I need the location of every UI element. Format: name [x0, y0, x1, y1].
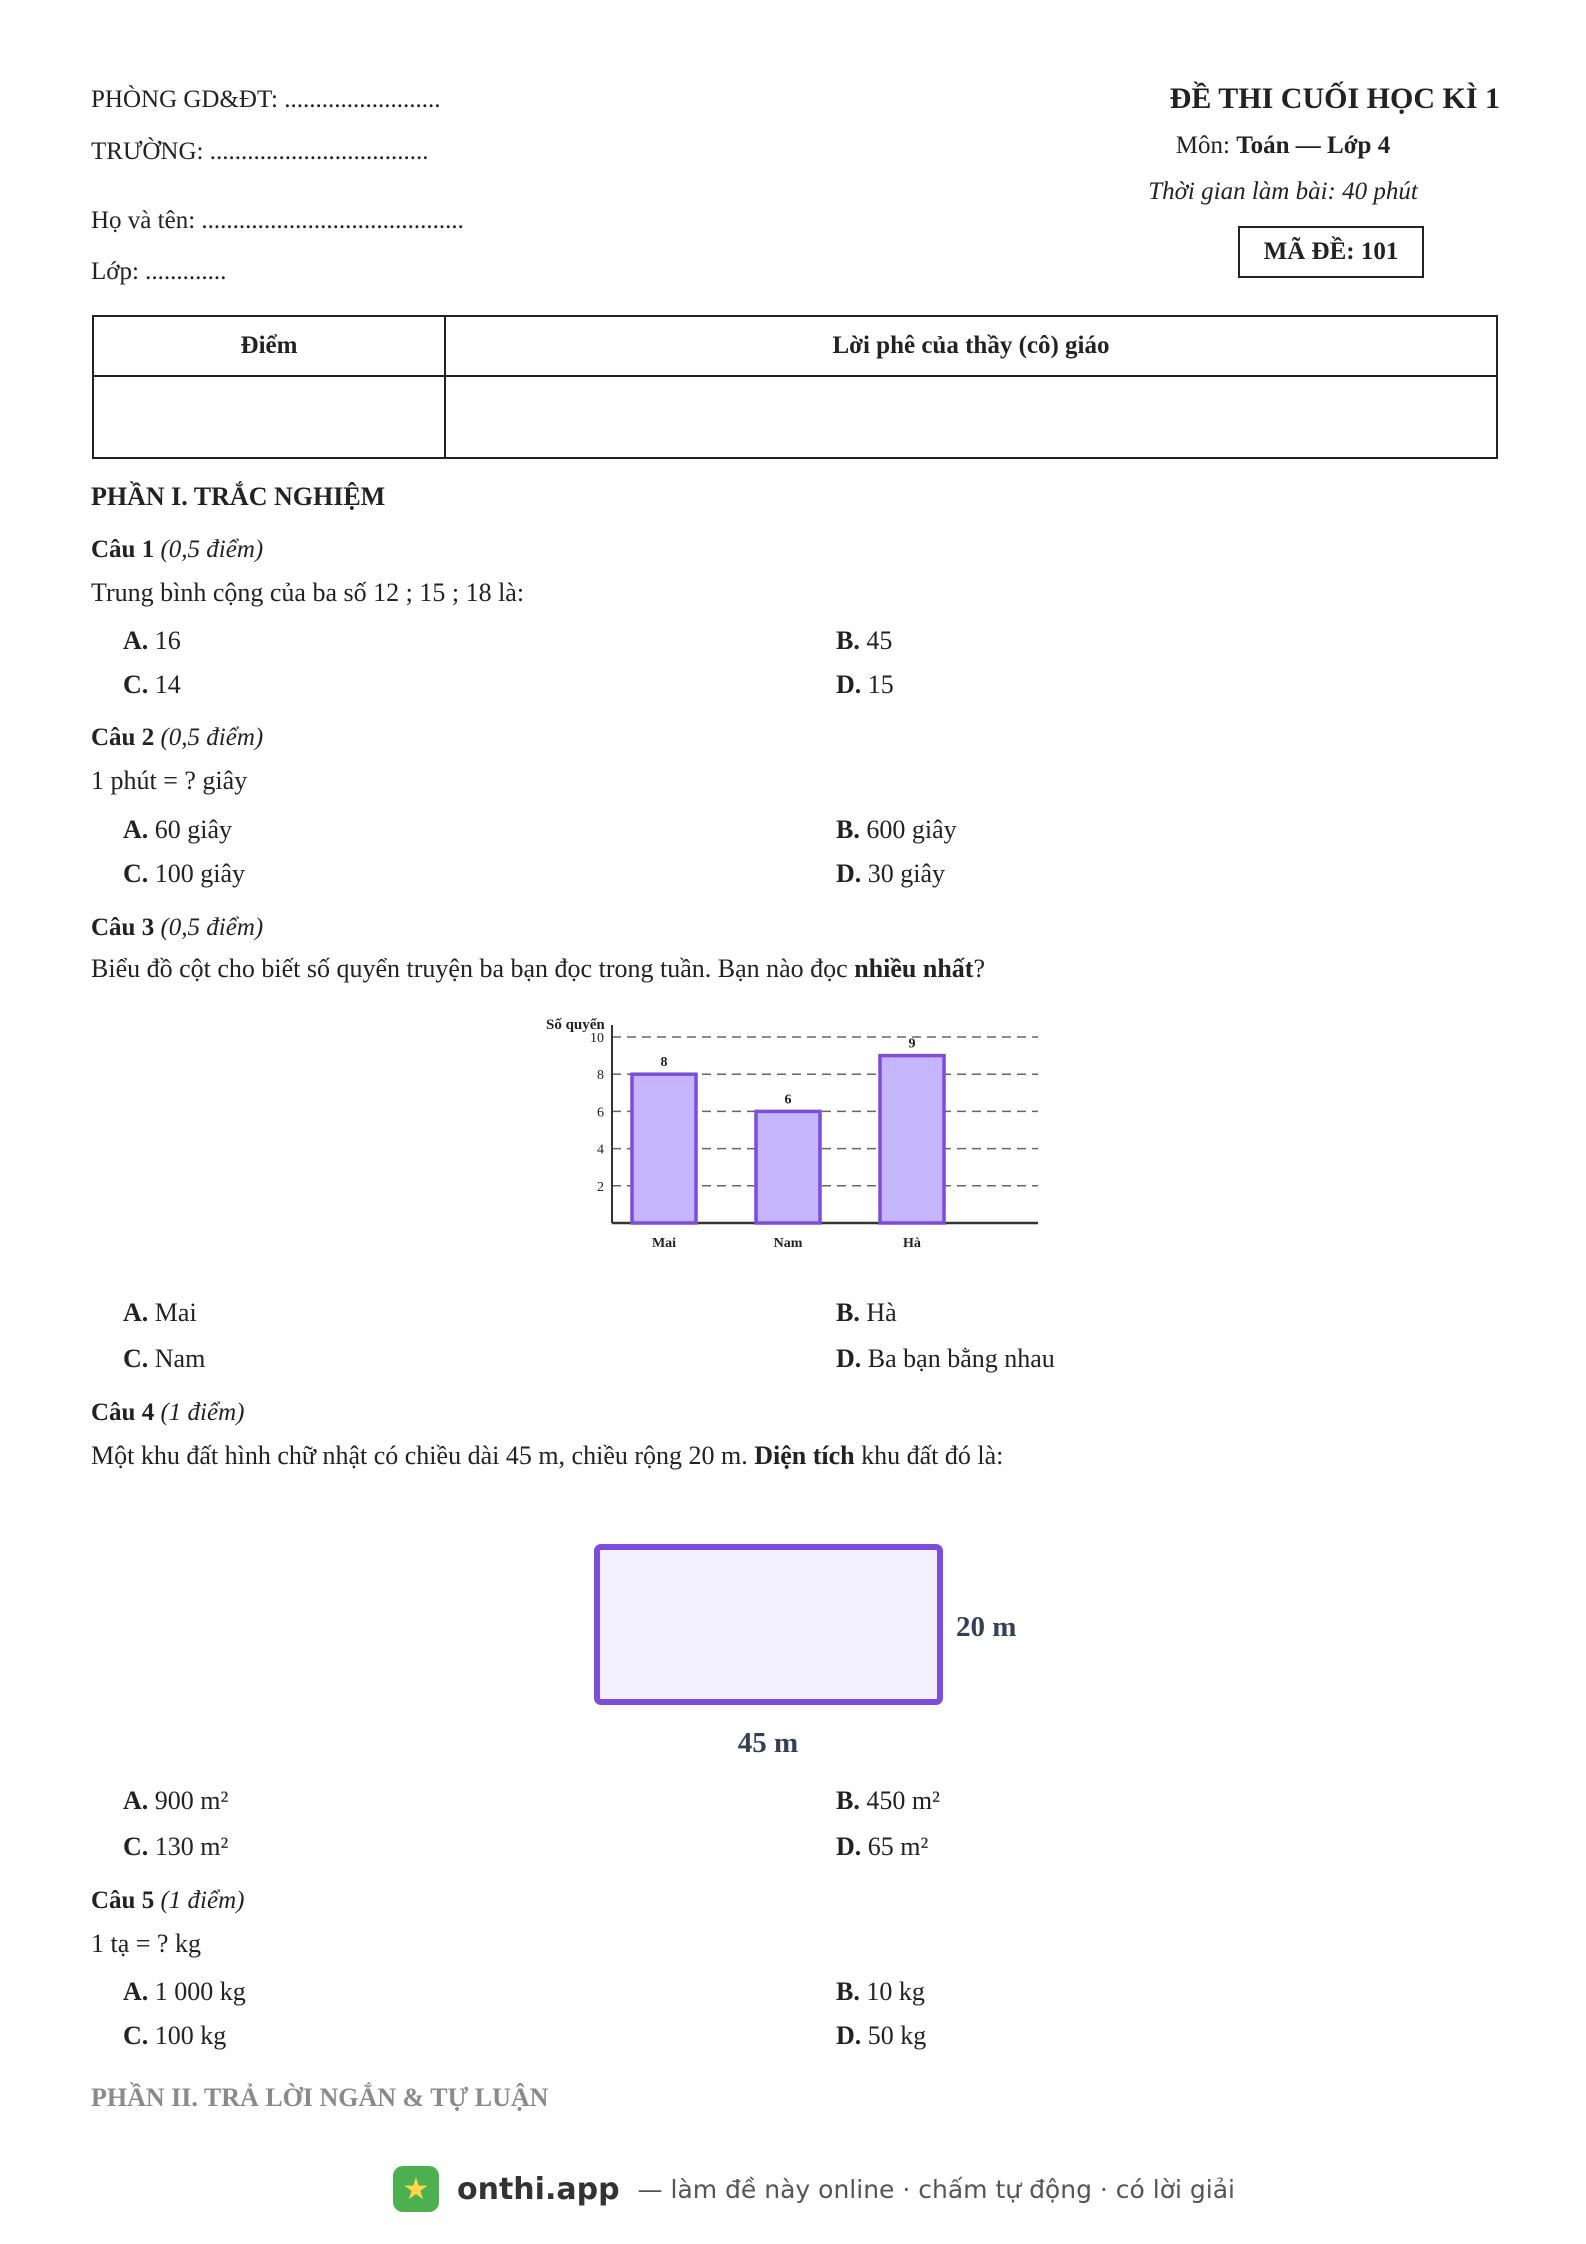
- q5-text: 1 tạ = ? kg: [91, 1929, 201, 1958]
- q4-option-b[interactable]: [836, 1786, 940, 1816]
- q1-text: Trung bình cộng của ba số 12 ; 15 ; 18 là:: [91, 578, 525, 607]
- q4-text-bold: Diện tích: [754, 1441, 855, 1470]
- q3-text-bold: nhiều nhất: [854, 954, 974, 983]
- x-tick-label: Mai: [651, 1236, 677, 1251]
- q5-head: [91, 1887, 244, 1915]
- rectangle-figure: [590, 1540, 1050, 1770]
- q2-option-d[interactable]: [836, 859, 945, 889]
- option-text: 900 m²: [154, 1786, 229, 1815]
- x-tick-label: Hà: [903, 1236, 921, 1251]
- length-label: 45 m: [737, 1727, 799, 1759]
- option-key: C.: [123, 670, 149, 699]
- q5-option-c[interactable]: [123, 2021, 226, 2051]
- q5-points: (1 điểm): [160, 1887, 245, 1914]
- school-line: TRƯỜNG: ...................................: [91, 138, 429, 165]
- x-tick-label: Nam: [773, 1236, 803, 1251]
- brand-tagline: — làm đề này online · chấm tự động · có lời giải: [637, 2174, 1235, 2204]
- option-text: 130 m²: [154, 1832, 229, 1861]
- option-key: B.: [836, 626, 860, 655]
- option-text: 16: [154, 626, 181, 655]
- option-text: Mai: [154, 1298, 197, 1327]
- option-text: 600 giây: [866, 815, 957, 844]
- y-tick-label: 10: [590, 1031, 604, 1046]
- bar-value-label: 6: [784, 1092, 792, 1108]
- brand-name[interactable]: onthi.app: [457, 2171, 620, 2207]
- option-key: B.: [836, 1786, 860, 1815]
- option-text: 30 giây: [867, 859, 946, 888]
- part1-title: PHẦN I. TRẮC NGHIỆM: [91, 482, 386, 511]
- q1-label: Câu 1: [91, 536, 155, 563]
- q4-text-after: khu đất đó là:: [854, 1441, 1004, 1470]
- q5-option-d[interactable]: [836, 2021, 926, 2051]
- option-text: Ba bạn bằng nhau: [867, 1344, 1055, 1373]
- option-text: 60 giây: [154, 815, 233, 844]
- q3-text-after: ?: [973, 954, 985, 983]
- q1-option-d[interactable]: [836, 670, 894, 700]
- comment-header: Lời phê của thầy (cô) giáo: [445, 316, 1497, 376]
- option-text: 14: [154, 670, 181, 699]
- bar: [632, 1074, 696, 1223]
- time-line: Thời gian làm bài: 40 phút: [1148, 178, 1418, 205]
- bar: [756, 1111, 820, 1223]
- option-key: D.: [836, 1832, 862, 1861]
- option-text: 100 giây: [154, 859, 246, 888]
- subject-name: Toán — Lớp 4: [1236, 132, 1391, 159]
- option-key: B.: [836, 815, 860, 844]
- q3-option-d[interactable]: [836, 1344, 1055, 1374]
- q2-head: [91, 724, 263, 752]
- option-key: A.: [123, 815, 149, 844]
- y-axis-label: Số quyển: [546, 1017, 605, 1033]
- q2-option-c[interactable]: [123, 859, 245, 889]
- option-key: D.: [836, 1344, 862, 1373]
- option-text: 50 kg: [867, 2021, 927, 2050]
- q3-head: [91, 914, 263, 942]
- q2-option-b[interactable]: [836, 815, 957, 845]
- q5-option-b[interactable]: [836, 1977, 925, 2007]
- option-key: B.: [836, 1977, 860, 2006]
- option-key: D.: [836, 670, 862, 699]
- q3-text: [91, 954, 985, 984]
- option-text: 15: [867, 670, 894, 699]
- name-line: Họ và tên: ..........................................: [91, 207, 464, 234]
- dept-line: PHÒNG GD&ĐT: .........................: [91, 86, 441, 113]
- y-tick-label: 8: [597, 1068, 604, 1084]
- promo-content[interactable]: [393, 2164, 1235, 2214]
- bar-chart: [530, 1000, 1050, 1265]
- option-key: D.: [836, 859, 862, 888]
- q1-option-c[interactable]: [123, 670, 181, 700]
- option-text: 65 m²: [867, 1832, 929, 1861]
- q2-text: 1 phút = ? giây: [91, 766, 248, 795]
- land-rectangle: [597, 1547, 940, 1702]
- class-line: Lớp: .............: [91, 258, 227, 285]
- q2-points: (0,5 điểm): [160, 724, 264, 751]
- subject-prefix: Môn:: [1175, 132, 1237, 159]
- bar: [880, 1056, 944, 1223]
- comment-cell: [445, 376, 1497, 458]
- option-key: A.: [123, 1977, 149, 2006]
- q3-option-b[interactable]: [836, 1298, 897, 1328]
- option-text: Hà: [866, 1298, 897, 1327]
- option-key: A.: [123, 1786, 149, 1815]
- q3-option-a[interactable]: [123, 1298, 197, 1328]
- q4-points: (1 điểm): [160, 1399, 245, 1426]
- option-key: C.: [123, 1344, 149, 1373]
- q2-option-a[interactable]: [123, 815, 232, 845]
- q4-text-before: Một khu đất hình chữ nhật có chiều dài 45 m, chiều rộng 20 m.: [91, 1441, 755, 1470]
- q1-option-a[interactable]: [123, 626, 181, 656]
- q2-label: Câu 2: [91, 724, 155, 751]
- bar-value-label: 9: [908, 1036, 916, 1052]
- q1-points: (0,5 điểm): [160, 536, 264, 563]
- option-text: Nam: [154, 1344, 206, 1373]
- q1-option-b[interactable]: [836, 626, 892, 656]
- promo-banner[interactable]: [0, 2150, 1586, 2244]
- option-key: B.: [836, 1298, 860, 1327]
- option-key: D.: [836, 2021, 862, 2050]
- q4-option-a[interactable]: [123, 1786, 228, 1816]
- score-cell: [93, 376, 445, 458]
- option-text: 450 m²: [866, 1786, 940, 1815]
- option-key: C.: [123, 1832, 149, 1861]
- q1-head: [91, 536, 263, 564]
- y-tick-label: 6: [597, 1105, 604, 1121]
- exam-title: ĐỀ THI CUỐI HỌC KÌ 1: [1169, 82, 1500, 115]
- option-key: A.: [123, 626, 149, 655]
- option-key: C.: [123, 2021, 149, 2050]
- q3-points: (0,5 điểm): [160, 914, 264, 941]
- score-header: Điểm: [93, 316, 445, 376]
- option-text: 10 kg: [866, 1977, 925, 2006]
- q4-option-c[interactable]: [123, 1832, 228, 1862]
- option-text: 1 000 kg: [154, 1977, 246, 2006]
- star-logo-icon: ★: [393, 2166, 439, 2212]
- q4-label: Câu 4: [91, 1399, 155, 1426]
- q5-label: Câu 5: [91, 1887, 155, 1914]
- q4-head: [91, 1399, 244, 1427]
- y-tick-label: 2: [597, 1179, 604, 1195]
- q3-option-c[interactable]: [123, 1344, 205, 1374]
- option-text: 100 kg: [154, 2021, 227, 2050]
- q3-label: Câu 3: [91, 914, 155, 941]
- exam-code-box: MÃ ĐỀ: 101: [1238, 226, 1424, 278]
- option-key: A.: [123, 1298, 149, 1327]
- bar-value-label: 8: [660, 1055, 668, 1071]
- q3-text-before: Biểu đồ cột cho biết số quyển truyện ba bạn đọc trong tuần. Bạn nào đọc: [91, 954, 855, 983]
- q4-text: [91, 1441, 1003, 1471]
- y-tick-label: 4: [597, 1142, 604, 1158]
- option-text: 45: [866, 626, 893, 655]
- subject-line: [1100, 132, 1466, 160]
- width-label: 20 m: [956, 1611, 1017, 1643]
- q5-option-a[interactable]: [123, 1977, 246, 2007]
- part2-title: PHẦN II. TRẢ LỜI NGẮN & TỰ LUẬN: [91, 2083, 549, 2112]
- option-key: C.: [123, 859, 149, 888]
- q4-option-d[interactable]: [836, 1832, 928, 1862]
- score-table: [92, 315, 1498, 459]
